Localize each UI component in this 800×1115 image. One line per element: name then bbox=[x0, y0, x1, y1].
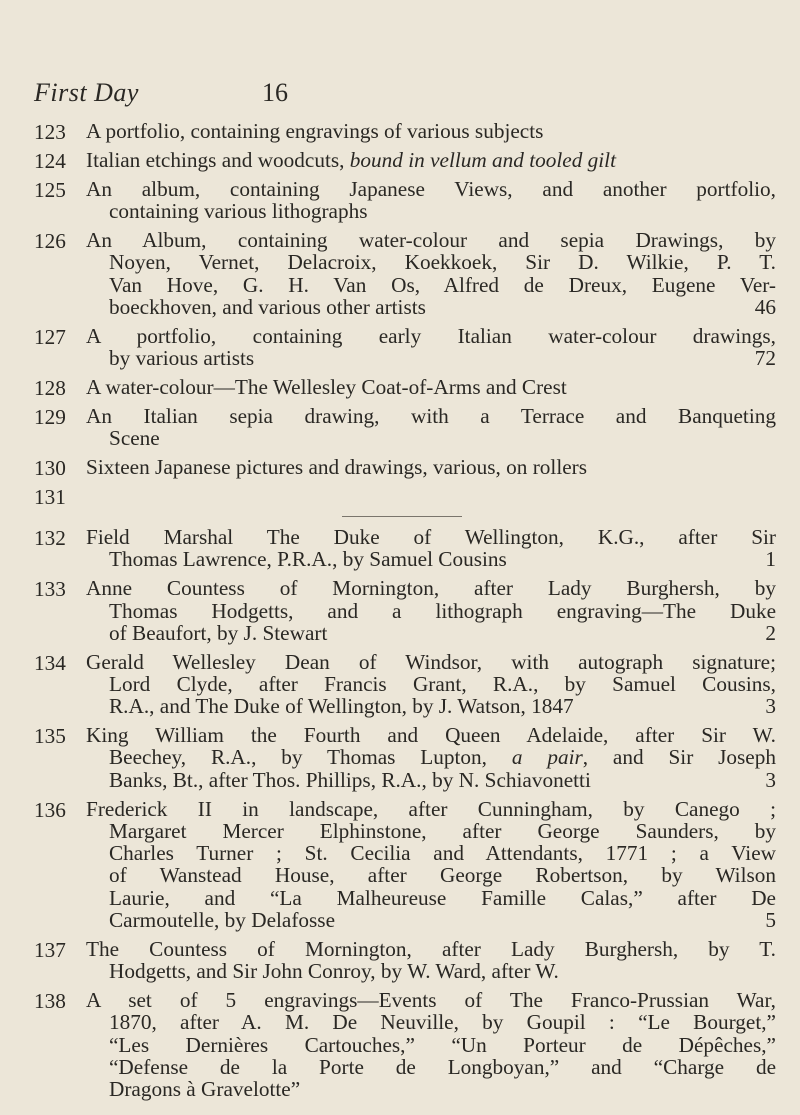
lot-number: 136 bbox=[34, 797, 66, 822]
lot-price: 46 bbox=[754, 294, 776, 319]
lot-price: 72 bbox=[754, 346, 776, 371]
lot-line: Anne Countess of Mornington, after Lady Burghersh, by bbox=[86, 576, 776, 601]
lot-description bbox=[86, 405, 776, 449]
lot-number: 128 bbox=[34, 376, 66, 401]
lot-line: An Italian sepia drawing, with a Terrace and Banqueting bbox=[86, 404, 776, 429]
lot-number: 129 bbox=[34, 405, 66, 430]
lot-line: of Beaufort, by J. Stewart bbox=[109, 620, 328, 645]
lot-description bbox=[86, 526, 776, 570]
page-header bbox=[34, 78, 774, 108]
lot-line: containing various lithographs bbox=[109, 199, 368, 224]
lot-line: A water-colour—The Wellesley Coat-of-Arms and Crest bbox=[86, 375, 567, 400]
lot-description bbox=[86, 798, 776, 931]
lot-number: 134 bbox=[34, 650, 66, 675]
lot-line: Beechey, R.A., by Thomas Lupton, a pair, and Sir Joseph bbox=[109, 745, 776, 770]
lot-line: Laurie, and “La Malheureuse Famille Calas,” after De bbox=[109, 885, 776, 910]
lot-line: Margaret Mercer Elphinstone, after George Saunders, by bbox=[109, 818, 776, 843]
lot-line: “Defense de la Porte de Longboyan,” and “Charge de bbox=[109, 1054, 776, 1079]
lot-price: 3 bbox=[765, 694, 776, 719]
lot-description bbox=[86, 229, 776, 318]
lot-line: 1870, after A. M. De Neuville, by Goupil : “Le Bourget,” bbox=[109, 1010, 776, 1035]
lot-number: 132 bbox=[34, 526, 66, 551]
lot-number: 125 bbox=[34, 178, 66, 202]
lot-number: 123 bbox=[34, 120, 66, 144]
section-divider bbox=[342, 516, 462, 517]
lot-price: 2 bbox=[765, 620, 776, 645]
lot-description bbox=[86, 456, 776, 478]
lot-line: Gerald Wellesley Dean of Windsor, with autograph signature; bbox=[86, 649, 776, 674]
lot-number: 137 bbox=[34, 937, 66, 962]
lot-description bbox=[86, 651, 776, 718]
lot-number: 131 bbox=[34, 485, 66, 510]
lot-number: 130 bbox=[34, 456, 66, 481]
lot-description bbox=[86, 178, 776, 222]
lot-description bbox=[86, 724, 776, 791]
lot-price: 5 bbox=[765, 907, 776, 932]
lot-line: Scene bbox=[109, 426, 160, 451]
lot-line: Dragons à Gravelotte” bbox=[109, 1077, 301, 1102]
lot-description bbox=[86, 577, 776, 644]
lot-line: Carmoutelle, by Delafosse bbox=[109, 907, 336, 932]
lot-line: A set of 5 engravings—Events of The Franco-Prussian War, bbox=[86, 988, 776, 1013]
section-title: First Day bbox=[34, 78, 139, 107]
lot-description bbox=[86, 989, 776, 1100]
lot-line: Charles Turner ; St. Cecilia and Attendants, 1771 ; a View bbox=[109, 841, 776, 866]
lot-line: Van Hove, G. H. Van Os, Alfred de Dreux, Eugene Ver- bbox=[109, 272, 776, 297]
lot-number: 135 bbox=[34, 724, 66, 749]
lot-line: Italian etchings and woodcuts, bound in vellum and tooled gilt bbox=[86, 148, 616, 172]
lot-price: 3 bbox=[765, 767, 776, 792]
lot-line: boeckhoven, and various other artists bbox=[109, 294, 426, 319]
lot-number: 138 bbox=[34, 989, 66, 1014]
lot-line: An Album, containing water-colour and sepia Drawings, by bbox=[86, 228, 776, 253]
lot-line: Hodgetts, and Sir John Conroy, by W. Ward, after W. bbox=[109, 959, 559, 984]
lot-line: Sixteen Japanese pictures and drawings, various, on rollers bbox=[86, 455, 588, 480]
lot-line: A portfolio, containing engravings of various subjects bbox=[86, 119, 544, 143]
lot-line: of Wanstead House, after George Robertson, by Wilson bbox=[109, 863, 776, 888]
lot-price: 1 bbox=[765, 547, 776, 572]
lot-line: The Countess of Mornington, after Lady Burghersh, by T. bbox=[86, 936, 776, 961]
lot-line: A portfolio, containing early Italian water-colour drawings, bbox=[86, 323, 776, 348]
lot-line: “Les Dernières Cartouches,” “Un Porteur de Dépêches,” bbox=[109, 1032, 776, 1057]
lot-line: Thomas Hodgetts, and a lithograph engraving—The Duke bbox=[109, 598, 776, 623]
lot-number: 133 bbox=[34, 577, 66, 602]
lot-description bbox=[86, 376, 776, 398]
lot-description bbox=[86, 149, 776, 171]
lot-line: R.A., and The Duke of Wellington, by J. Watson, 1847 bbox=[109, 694, 574, 719]
lot-line: Banks, Bt., after Thos. Phillips, R.A., by N. Schiavonetti bbox=[109, 767, 591, 792]
lot-line: Thomas Lawrence, P.R.A., by Samuel Cousins bbox=[109, 547, 507, 572]
lot-number: 127 bbox=[34, 324, 66, 349]
lot-line: by various artists bbox=[109, 346, 255, 371]
lot-line: Frederick II in landscape, after Cunningham, by Canego ; bbox=[86, 796, 776, 821]
lot-line: An album, containing Japanese Views, and another portfolio, bbox=[86, 177, 776, 201]
page-number: 16 bbox=[262, 78, 288, 107]
lot-description bbox=[86, 120, 776, 142]
lot-number: 126 bbox=[34, 229, 66, 254]
lot-line: Lord Clyde, after Francis Grant, R.A., by Samuel Cousins, bbox=[109, 672, 776, 696]
lot-description bbox=[86, 938, 776, 982]
lot-line: Field Marshal The Duke of Wellington, K.G., after Sir bbox=[86, 525, 776, 550]
lot-number: 124 bbox=[34, 149, 66, 173]
lot-line: King William the Fourth and Queen Adelaide, after Sir W. bbox=[86, 723, 776, 748]
lot-description bbox=[86, 325, 776, 369]
lot-line: Noyen, Vernet, Delacroix, Koekkoek, Sir D. Wilkie, P. T. bbox=[109, 250, 776, 275]
